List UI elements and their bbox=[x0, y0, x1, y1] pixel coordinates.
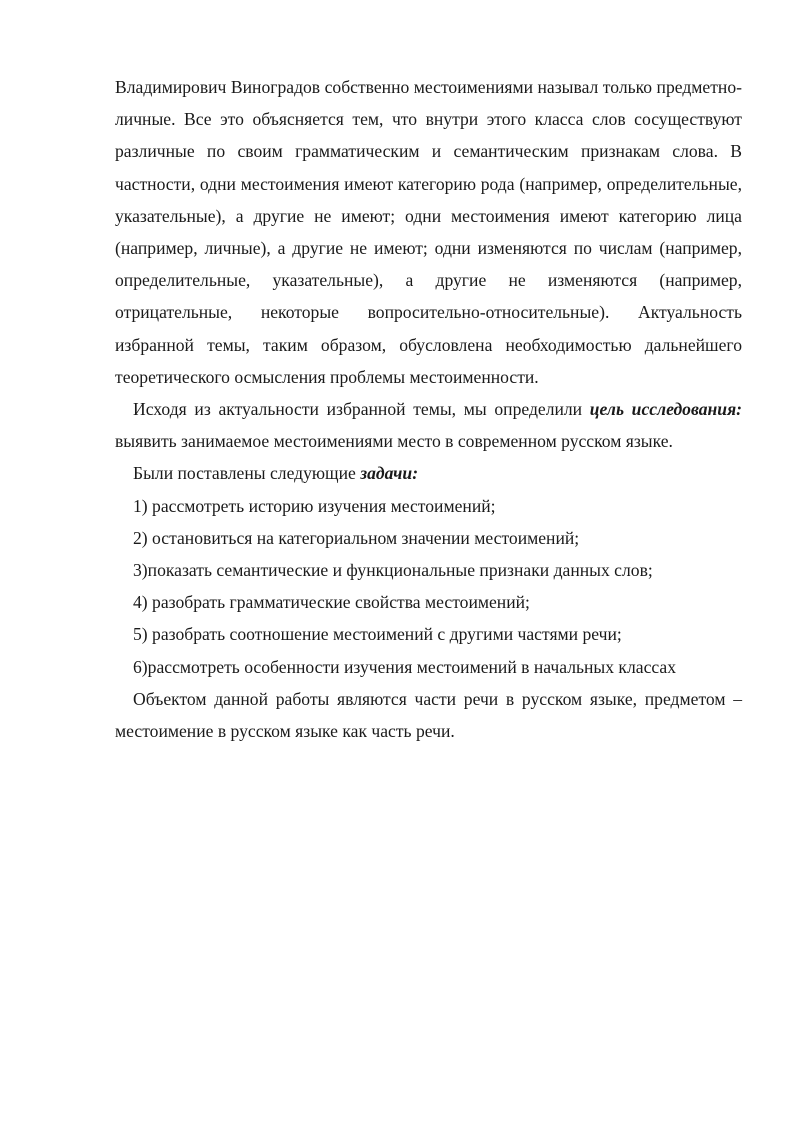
document-body bbox=[115, 71, 742, 747]
paragraph-object-subject: Объектом данной работы являются части речи в русском языке, предметом – местоимение в русском языке как часть речи. bbox=[115, 688, 742, 742]
goal-emphasis: цель исследования: bbox=[589, 399, 742, 420]
goal-intro-text: Исходя из актуальности избранной темы, мы определили bbox=[133, 399, 590, 420]
goal-description-text: выявить занимаемое местоимениями место в современном русском языке. bbox=[115, 431, 673, 452]
paragraph-research-goal bbox=[115, 393, 742, 457]
task-item: 6)рассмотреть особенности изучения местоимений в начальных классах bbox=[133, 656, 677, 677]
paragraph-continuation: Владимирович Виноградов собственно местоимениями называл только предметно-личные. Все это объясняется тем, что внутри этого класса слов сосуществуют различные по своим грамматическим и семантическим признакам слова. В частности, одни местоимения имеют категорию рода (например, определительные, указательные), а другие не имеют; одни местоимения имеют категорию лица (например, личные), а другие не имеют; одни изменяются по числам (например, определительные, указательные), а другие не изменяются (например, отрицательные, некоторые вопросительно-относительные). Актуальность избранной темы, таким образом, обусловлена необходимостью дальнейшего теоретического осмысления проблемы местоименности. bbox=[115, 77, 742, 387]
tasks-emphasis: задачи: bbox=[360, 463, 419, 484]
tasks-intro-text: Были поставлены следующие bbox=[133, 463, 361, 484]
task-item: 3)показать семантические и функциональные признаки данных слов; bbox=[133, 560, 653, 581]
task-item: 4) разобрать грамматические свойства местоимений; bbox=[133, 592, 530, 613]
task-item: 2) остановиться на категориальном значении местоимений; bbox=[133, 527, 580, 548]
task-item: 1) рассмотреть историю изучения местоимений; bbox=[133, 495, 496, 516]
task-item: 5) разобрать соотношение местоимений с другими частями речи; bbox=[133, 624, 622, 645]
paragraph-tasks-intro bbox=[115, 457, 742, 489]
